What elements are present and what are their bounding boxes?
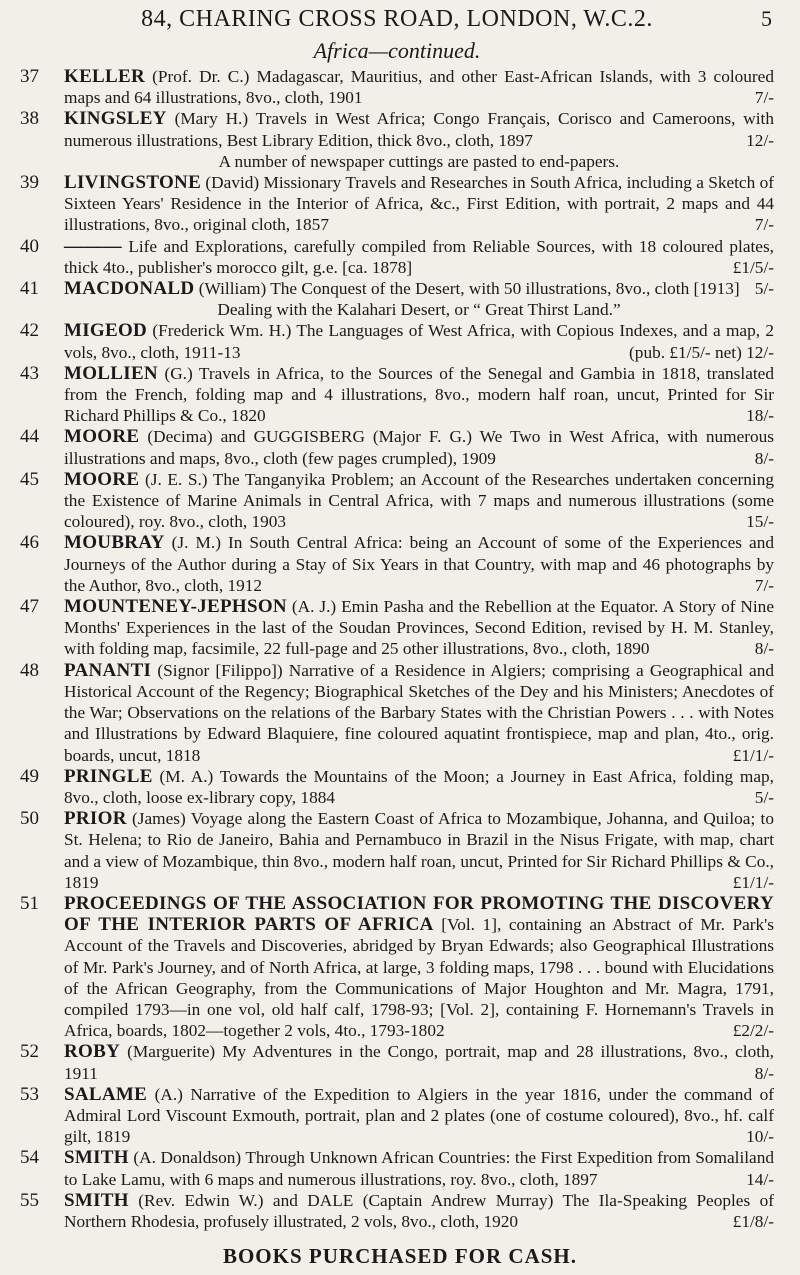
catalogue-entry (20, 532, 774, 596)
catalogue-entry (20, 766, 774, 808)
catalogue-entry (20, 1147, 774, 1189)
entry-number: 51 (20, 892, 39, 914)
catalogue-entry (20, 1190, 774, 1232)
entry-price: 7/- (754, 575, 774, 595)
entry-note: Dealing with the Kalahari Desert, or “ Great Thirst Land.” (217, 300, 621, 320)
catalogue-entry (20, 469, 774, 533)
section-title: Africa—continued. (313, 38, 481, 63)
entry-description: (Decima) and GUGGISBERG (Major F. G.) We Two in West Africa, with numerous illustrations and maps, 8vo., cloth (few pages crumpled), 1909 (64, 427, 774, 468)
entry-author: SMITH (64, 1147, 129, 1169)
footer-notice: BOOKS PURCHASED FOR CASH. (222, 1244, 578, 1268)
entry-price: 7/- (754, 215, 774, 235)
entry-author: LIVINGSTONE (64, 172, 202, 194)
entry-author: KINGSLEY (64, 108, 167, 130)
entry-description: (A. Donaldson) Through Unknown African Countries: the First Expedition from Somaliland to Lake Lamu, with 6 maps and numerous illustrations, roy. 8vo., cloth, 1897 (64, 1148, 774, 1189)
entry-description: (William) The Conquest of the Desert, with 50 illustrations, 8vo., cloth [1913] (198, 279, 740, 299)
entry-description: (Prof. Dr. C.) Madagascar, Mauritius, and other East-African Islands, with 3 coloured maps and 64 illustrations, 8vo., cloth, 1901 (64, 67, 774, 108)
entry-number: 48 (20, 659, 39, 681)
entry-description: (Mary H.) Travels in West Africa; Congo Français, Corisco and Cameroons, with numerous illustrations, Best Library Edition, thick 8vo., cloth, 1897 (64, 109, 775, 150)
entry-price: 18/- (746, 406, 774, 426)
entry-number: 45 (20, 468, 39, 490)
entry-price: 8/- (754, 1063, 774, 1083)
catalogue-entry (20, 236, 774, 278)
entry-number: 46 (20, 532, 39, 554)
entry-number: 53 (20, 1083, 39, 1105)
entry-author: MIGEOD (64, 320, 148, 342)
entry-number: 52 (20, 1041, 39, 1063)
entry-price: 5/- (754, 787, 774, 807)
entry-description: (Frederick Wm. H.) The Languages of West Africa, with Copious Indexes, and a map, 2 vols, 8vo., cloth, 1911-13 (64, 321, 774, 362)
running-head (20, 4, 774, 38)
entry-price: £2/2/- (732, 1021, 774, 1041)
entry-price: 14/- (746, 1169, 774, 1189)
catalogue-entry (20, 1084, 774, 1148)
bookseller-address: 84, CHARING CROSS ROAD, LONDON, W.C.2. (141, 6, 653, 32)
entry-description: (David) Missionary Travels and Researches in South Africa, including a Sketch of Sixteen Years' Residence in the Interior of Africa, &c., First Edition, with portrait, 2 maps and 44 illustrations, 8vo., original cloth, 1857 (64, 173, 774, 235)
entry-price: 12/- (746, 130, 774, 150)
entry-description: (James) Voyage along the Eastern Coast of Africa to Mozambique, Johanna, and Quiloa; to St. Helena; to Rio de Janeiro, Bahia and Pernambuco in Brazil in the Nisus Frigate, with map, chart and a view of Mozambique, thin 8vo., modern half roan, uncut, Printed for Sir Richard Phillips & Co., 1819 (64, 809, 774, 892)
catalogue-entry (20, 426, 774, 468)
entry-price: 7/- (754, 88, 774, 108)
entry-description: (Marguerite) My Adventures in the Congo, portrait, map and 28 illustrations, 8vo., cloth, 1911 (64, 1042, 774, 1083)
entry-description: (J. E. S.) The Tanganyika Problem; an Account of the Researches undertaken concerning the Existence of Marine Animals in Central Africa, with 7 maps and numerous illustrations (some coloured), roy. 8vo., cloth, 1903 (64, 469, 774, 532)
catalogue-entries (20, 66, 774, 1232)
entry-price: £1/8/- (732, 1211, 774, 1231)
entry-number: 49 (20, 765, 39, 787)
entry-price: 8/- (754, 639, 774, 659)
entry-description: (A. J.) Emin Pasha and the Rebellion at the Equator. A Story of Nine Months' Experiences in the last of the Soudan Provinces, Second Edition, revised by H. M. Stanley, with folding map, facsimile, 22 full-page and 25 other illustrations, 8vo., cloth, 1890 (64, 597, 774, 659)
entry-price: 15/- (746, 512, 774, 532)
entry-number: 54 (20, 1147, 39, 1169)
entry-description: [Vol. 1], containing an Abstract of Mr. Park's Account of the Travels and Discoveries, abridged by Bryan Edwards; also Geographical Illustrations of Mr. Park's Journey, and of North Africa, at large, 3 folding maps, 1798 . . . bound with Elucidations of the African Geography, from the Communications of Major Houghton and Mr. Magra, 1791, compiled 1793—in one vol, old half calf, 1798-93; [Vol. 2], containing F. Hornemann's Travels in Africa, boards, 1802—together 2 vols, 4to., 1793-1802 (64, 915, 774, 1041)
entry-number: 55 (20, 1189, 39, 1211)
entry-author: PROCEEDINGS OF THE ASSOCIATION FOR PROMOTING THE DISCOVERY OF THE INTERIOR PARTS OF AFRICA (64, 892, 774, 936)
entry-number: 39 (20, 172, 39, 194)
entry-price: 10/- (746, 1127, 774, 1147)
entry-author: MOORE (64, 468, 140, 490)
entry-description: (Rev. Edwin W.) and DALE (Captain Andrew Murray) The Ila-Speaking Peoples of Northern Rhodesia, profusely illustrated, 2 vols, 8vo., cloth, 1920 (64, 1190, 775, 1231)
entry-price: £1/1/- (732, 872, 774, 892)
entry-description: (J. M.) In South Central Africa: being an Account of some of the Experiences and Journeys of the Author during a Stay of Six Years in that Country, with map and 46 photographs by the Author, 8vo., cloth, 1912 (64, 533, 774, 595)
entry-author: SMITH (64, 1189, 129, 1211)
entry-number: 44 (20, 426, 39, 448)
entry-number: 42 (20, 320, 39, 342)
entry-number: 40 (20, 235, 39, 257)
catalogue-entry (20, 1041, 774, 1083)
entry-author: MOUNTENEY-JEPHSON (64, 596, 287, 618)
entry-number: 38 (20, 108, 39, 130)
entry-author: ROBY (64, 1041, 121, 1063)
catalogue-entry (20, 320, 774, 362)
entry-number: 47 (20, 596, 39, 618)
entry-note: A number of newspaper cuttings are pasted to end-papers. (218, 151, 620, 171)
entry-author: MOLLIEN (64, 362, 158, 384)
catalogue-entry (20, 596, 774, 660)
entry-number: 50 (20, 808, 39, 830)
catalogue-entry (20, 660, 774, 766)
entry-price: 5/- (754, 279, 774, 299)
entry-author: PANANTI (64, 659, 152, 681)
entry-author: PRINGLE (64, 765, 153, 787)
catalogue-entry (20, 363, 774, 427)
entry-author: MACDONALD (64, 278, 195, 300)
entry-price: (pub. £1/5/- net) 12/- (629, 342, 774, 362)
entry-description: Life and Explorations, carefully compiled from Reliable Sources, with 18 coloured plates, thick 4to., publisher's morocco gilt, g.e. [ca. 1878] (64, 236, 775, 277)
page-number: 5 (761, 6, 772, 31)
entry-description: (Signor [Filippo]) Narrative of a Residence in Algiers; comprising a Geographical and Historical Account of the Regency; Biographical Sketches of the Dey and his Ministers; Anecdotes of the War; Observations on the relations of the Barbary States with the Christian Powers . . . with Notes and Illustrations by Edward Blaquiere, fine coloured aquatint frontispiece, map and plan, 4to., orig. boards, uncut, 1818 (64, 660, 775, 765)
entry-number: 43 (20, 362, 39, 384)
catalogue-entry (20, 108, 774, 172)
entry-author: MOUBRAY (64, 532, 165, 554)
catalogue-entry (20, 172, 774, 236)
entry-author: KELLER (64, 66, 145, 87)
entry-description: (M. A.) Towards the Mountains of the Moon; a Journey in East Africa, folding map, 8vo., cloth, loose ex-library copy, 1884 (64, 766, 774, 807)
entry-author: ——— (64, 235, 122, 257)
catalogue-entry (20, 808, 774, 893)
entry-price: £1/5/- (732, 257, 774, 277)
catalogue-entry (20, 893, 774, 1041)
entry-description: (G.) Travels in Africa, to the Sources of the Senegal and Gambia in 1818, translated from the French, folding map and 4 illustrations, 8vo., modern half roan, uncut, Printed for Sir Richard Phillips & Co., 1820 (64, 363, 774, 426)
catalogue-entry (20, 278, 774, 320)
entry-description: (A.) Narrative of the Expedition to Algiers in the year 1816, under the command of Admiral Lord Viscount Exmouth, portrait, plan and 2 plates (one of costume coloured), 8vo., hf. calf gilt, 1819 (64, 1084, 774, 1147)
entry-author: PRIOR (64, 808, 127, 830)
entry-number: 37 (20, 66, 39, 87)
entry-author: MOORE (64, 426, 140, 448)
catalogue-entry (20, 66, 774, 108)
entry-author: SALAME (64, 1083, 148, 1105)
entry-price: £1/1/- (732, 745, 774, 765)
entry-number: 41 (20, 278, 39, 300)
entry-price: 8/- (754, 448, 774, 468)
